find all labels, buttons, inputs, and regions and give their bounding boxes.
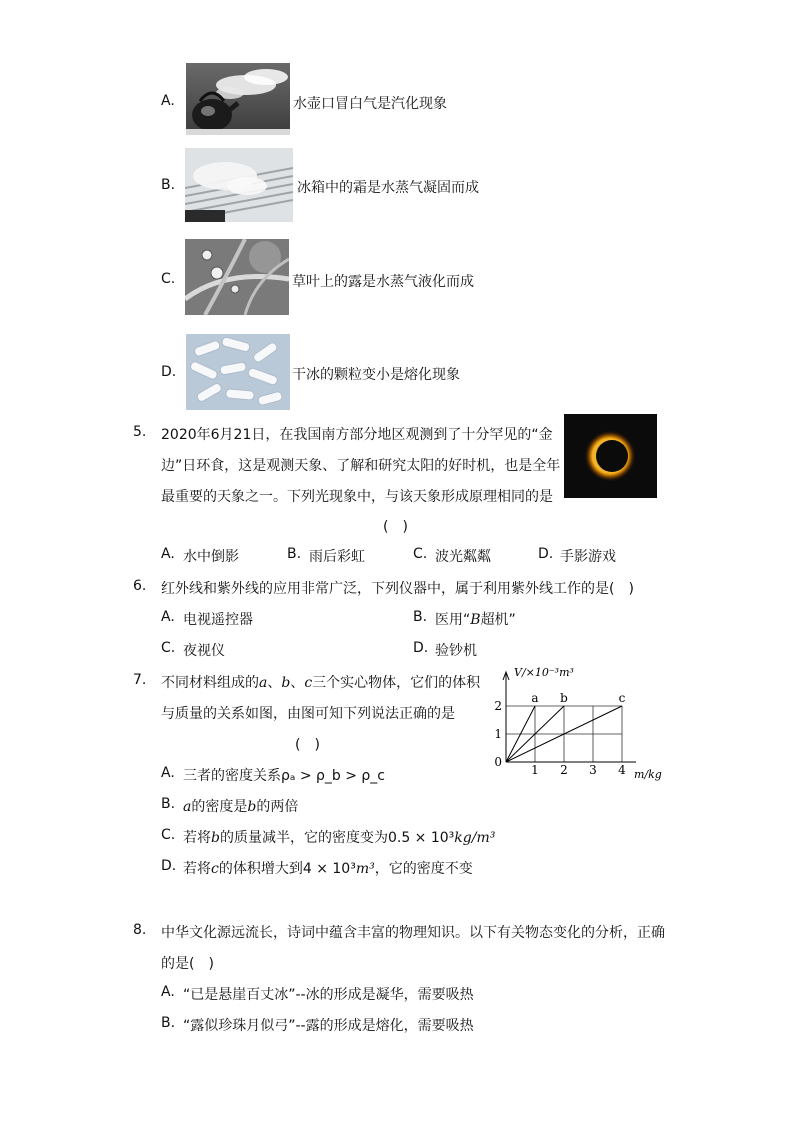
option-d-text: 手影游戏 xyxy=(560,549,616,565)
option-b-label: B. xyxy=(161,796,176,812)
option-c-label: C. xyxy=(413,546,428,562)
option-b-label: B. xyxy=(161,1015,176,1031)
option-b-label: B. xyxy=(413,609,428,625)
option-d-label: D. xyxy=(161,858,177,874)
option-a-text: “已是悬崖百丈冰”--冰的形成是凝华，需要吸热 xyxy=(183,987,474,1003)
option-a-label: A. xyxy=(161,609,175,625)
option-a-text: 水中倒影 xyxy=(183,549,239,565)
kettle-steam-photo xyxy=(186,63,290,135)
series-label-b: b xyxy=(560,691,568,705)
option-b-text: 医用“B超机” xyxy=(435,612,516,628)
x-tick-label: 3 xyxy=(589,763,597,777)
option-d-text: 验钞机 xyxy=(435,643,477,659)
option-c-label: C. xyxy=(161,640,176,656)
option-label: A. xyxy=(161,93,175,109)
option-label: B. xyxy=(161,177,176,193)
option-a-label: A. xyxy=(161,546,175,562)
dry-ice-photo xyxy=(186,334,290,410)
question-text: 红外线和紫外线的应用非常广泛，下列仪器中，属于利用紫外线工作的是( ) xyxy=(161,581,634,597)
y-tick-label: 1 xyxy=(494,727,502,741)
option-a-label: A. xyxy=(161,984,175,1000)
x-tick-label: 4 xyxy=(618,763,626,777)
option-label: C. xyxy=(161,271,176,287)
option-label: D. xyxy=(161,364,177,380)
question-number: 5. xyxy=(133,424,147,440)
option-b-text: “露似珍珠月似弓”--露的形成是熔化，需要吸热 xyxy=(183,1018,474,1034)
option-b-label: B. xyxy=(287,546,302,562)
option-a-text: 三者的密度关系ρₐ > ρ_b > ρ_c xyxy=(183,768,385,784)
question-number: 6. xyxy=(133,578,147,594)
fridge-frost-photo xyxy=(185,148,293,222)
option-text: 水壶口冒白气是汽化现象 xyxy=(293,96,447,112)
option-b-text: 雨后彩虹 xyxy=(309,549,365,565)
option-a-label: A. xyxy=(161,765,175,781)
question-number: 7. xyxy=(133,672,147,688)
option-text: 干冰的颗粒变小是熔化现象 xyxy=(292,367,460,383)
option-d-label: D. xyxy=(538,546,554,562)
x-tick-label: 2 xyxy=(560,763,568,777)
option-d-text: 若将c的体积增大到4 × 10³m³，它的密度不变 xyxy=(183,861,473,877)
annular-eclipse-photo xyxy=(564,414,657,498)
question-text-line-1: 不同材料组成的a、b、c三个实心物体，它们的体积 xyxy=(161,675,481,691)
question-text-line-2: 边”日环食，这是观测天象、了解和研究太阳的好时机，也是全年 xyxy=(161,458,561,474)
answer-bracket: ( ) xyxy=(295,737,320,753)
option-c-text: 若将b的质量减半，它的密度变为0.5 × 10³kg/m³ xyxy=(183,830,496,846)
question-number: 8. xyxy=(133,922,147,938)
option-a-text: 电视遥控器 xyxy=(183,612,253,628)
option-c-text: 夜视仪 xyxy=(183,643,225,659)
question-text-line-2: 与质量的关系如图，由图可知下列说法正确的是 xyxy=(161,706,455,722)
question-text-line-1: 中华文化源远流长，诗词中蕴含丰富的物理知识。以下有关物态变化的分析，正确 xyxy=(161,925,665,941)
series-label-c: c xyxy=(618,691,626,705)
x-axis-label: m/kg xyxy=(634,768,662,781)
option-text: 冰箱中的霜是水蒸气凝固而成 xyxy=(297,180,479,196)
volume-mass-chart xyxy=(490,662,665,782)
origin-label: 0 xyxy=(494,755,502,769)
x-tick-label: 1 xyxy=(531,763,539,777)
option-text: 草叶上的露是水蒸气液化而成 xyxy=(292,274,474,290)
option-c-text: 波光粼粼 xyxy=(435,549,491,565)
answer-bracket: ( ) xyxy=(383,519,408,535)
y-tick-label: 2 xyxy=(494,699,502,713)
question-text-line-2: 的是( ) xyxy=(161,956,214,972)
option-d-label: D. xyxy=(413,640,429,656)
question-text-line-1: 2020年6月21日，在我国南方部分地区观测到了十分罕见的“金 xyxy=(161,427,553,443)
option-b-text: a的密度是b的两倍 xyxy=(183,799,299,815)
y-axis-label: V/×10⁻³m³ xyxy=(514,666,574,679)
dew-grass-photo xyxy=(185,239,289,315)
question-text-line-3: 最重要的天象之一。下列光现象中，与该天象形成原理相同的是 xyxy=(161,489,553,505)
series-label-a: a xyxy=(531,691,539,705)
option-c-label: C. xyxy=(161,827,176,843)
